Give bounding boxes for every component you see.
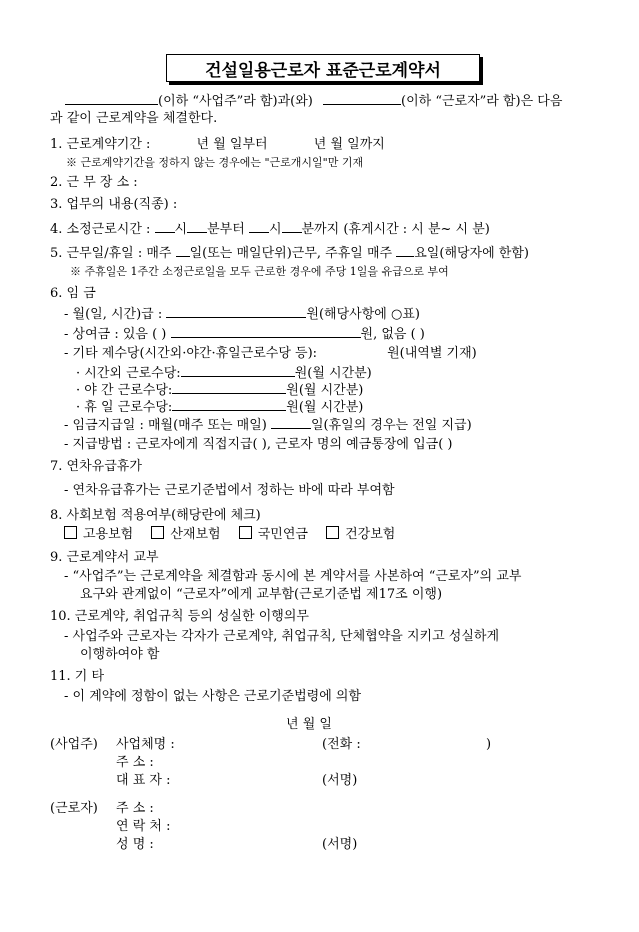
- weekly-holiday-note: ※ 주휴일은 1주간 소정근로일을 모두 근로한 경우에 주당 1일을 유급으로 부여: [70, 265, 449, 278]
- work-place: 2. 근 무 장 소 :: [50, 175, 138, 190]
- contract-delivery-line-2: 요구와 관계없이 “근로자”에게 교부함(근로기준법 제17조 이행): [80, 587, 443, 602]
- wage-heading: 6. 임 금: [50, 286, 96, 301]
- holiday-blank[interactable]: [396, 244, 414, 257]
- employer-phone-close: ): [486, 737, 492, 752]
- annual-leave-body: - 연차유급휴가는 근로기준법에서 정하는 바에 따라 부여함: [64, 483, 395, 498]
- end-minute-blank[interactable]: [282, 220, 302, 233]
- base-wage: - 월(일, 시간)급 : 원(해당사항에 ○표): [64, 307, 420, 322]
- worker-signature[interactable]: (서명): [322, 837, 358, 852]
- employer-tag: (사업주): [50, 737, 98, 752]
- start-hour-blank[interactable]: [155, 220, 175, 233]
- employer-phone-label: (전화 :: [322, 737, 361, 752]
- national-pension-option[interactable]: 국민연금: [239, 527, 308, 542]
- workdays-holidays: 5. 근무일/휴일 : 매주 일(또는 매일단위)근무, 주휴일 매주 요일(해당자에 한함): [50, 246, 529, 261]
- social-insurance-options: [64, 526, 395, 544]
- payment-method: - 지급방법 : 근로자에게 직접지급( ), 근로자 명의 예금통장에 입금( ): [64, 437, 453, 452]
- workdays-blank[interactable]: [176, 244, 190, 257]
- overtime-blank[interactable]: [181, 364, 295, 377]
- job-description: 3. 업무의 내용(직종) :: [50, 197, 178, 212]
- night-blank[interactable]: [172, 381, 286, 394]
- working-hours: 4. 소정근로시간 : 시 분부터 시 분까지 (휴게시간 : 시 분~ 시 분): [50, 222, 490, 237]
- intro-line-1: (이하 “사업주”라 함)과(와) (이하 “근로자”라 함)은 다음: [65, 92, 562, 111]
- employment-insurance-option[interactable]: 고용보험: [64, 527, 133, 542]
- payday: - 임금지급일 : 매월(매주 또는 매일) 일(휴일의 경우는 전일 지급): [64, 418, 472, 433]
- contract-period-note: ※ 근로계약기간을 정하지 않는 경우에는 "근로개시일"만 기재: [66, 156, 364, 169]
- employer-address-label: 주 소 :: [116, 755, 154, 770]
- industrial-accident-option[interactable]: 산재보험: [151, 527, 220, 542]
- employer-name-blank[interactable]: [65, 92, 158, 105]
- checkbox[interactable]: [326, 526, 339, 539]
- health-insurance-option[interactable]: 건강보험: [326, 527, 395, 542]
- worker-name-label: 성 명 :: [116, 837, 154, 852]
- employer-company-label: 사업체명 :: [116, 737, 175, 752]
- allowances: - 기타 제수당(시간외·야간·휴일근로수당 등): 원(내역별 기재): [64, 346, 477, 361]
- overtime-allowance: · 시간외 근로수당: 원(월 시간분): [76, 366, 372, 381]
- worker-tag: (근로자): [50, 801, 98, 816]
- checkbox[interactable]: [239, 526, 252, 539]
- contract-date[interactable]: 년 월 일: [286, 717, 332, 732]
- obligations-line-1: - 사업주와 근로자는 각자가 근로계약, 취업규칙, 단체협약을 지키고 성실하게: [64, 629, 500, 644]
- bonus-blank[interactable]: [171, 325, 361, 338]
- night-allowance: · 야 간 근로수당: 원(월 시간분): [76, 383, 364, 398]
- holiday-allowance: · 휴 일 근로수당: 원(월 시간분): [76, 400, 364, 415]
- intro-line-2: 과 같이 근로계약을 체결한다.: [50, 111, 218, 126]
- obligations-heading: 10. 근로계약, 취업규칙 등의 성실한 이행의무: [50, 609, 309, 624]
- employer-signature[interactable]: (서명): [322, 773, 358, 788]
- checkbox[interactable]: [151, 526, 164, 539]
- contract-period: 1. 근로계약기간 : 년 월 일부터 년 월 일까지: [50, 137, 385, 152]
- worker-contact-label: 연 락 처 :: [116, 819, 171, 834]
- document-title: 건설일용근로자 표준근로계약서: [166, 54, 480, 82]
- start-minute-blank[interactable]: [187, 220, 207, 233]
- contract-delivery-line-1: - “사업주”는 근로계약을 체결함과 동시에 본 계약서를 사본하여 “근로자”의 교부: [64, 569, 522, 584]
- other-body: - 이 계약에 정함이 없는 사항은 근로기준법령에 의함: [64, 689, 362, 704]
- other-heading: 11. 기 타: [50, 669, 105, 684]
- social-insurance-heading: 8. 사회보험 적용여부(해당란에 체크): [50, 508, 261, 523]
- base-wage-blank[interactable]: [166, 305, 306, 318]
- checkbox[interactable]: [64, 526, 77, 539]
- worker-address-label: 주 소 :: [116, 801, 154, 816]
- holiday-work-blank[interactable]: [172, 398, 286, 411]
- employer-representative-label: 대 표 자 :: [116, 773, 171, 788]
- period-start[interactable]: 년 월 일부터: [196, 137, 268, 152]
- bonus: - 상여금 : 있음 ( ) 원, 없음 ( ): [64, 327, 425, 342]
- worker-name-blank[interactable]: [323, 92, 401, 105]
- contract-delivery-heading: 9. 근로계약서 교부: [50, 550, 159, 565]
- annual-leave-heading: 7. 연차유급휴가: [50, 459, 142, 474]
- end-hour-blank[interactable]: [249, 220, 269, 233]
- obligations-line-2: 이행하여야 함: [80, 647, 160, 662]
- period-end[interactable]: 년 월 일까지: [313, 137, 385, 152]
- payday-blank[interactable]: [271, 416, 311, 429]
